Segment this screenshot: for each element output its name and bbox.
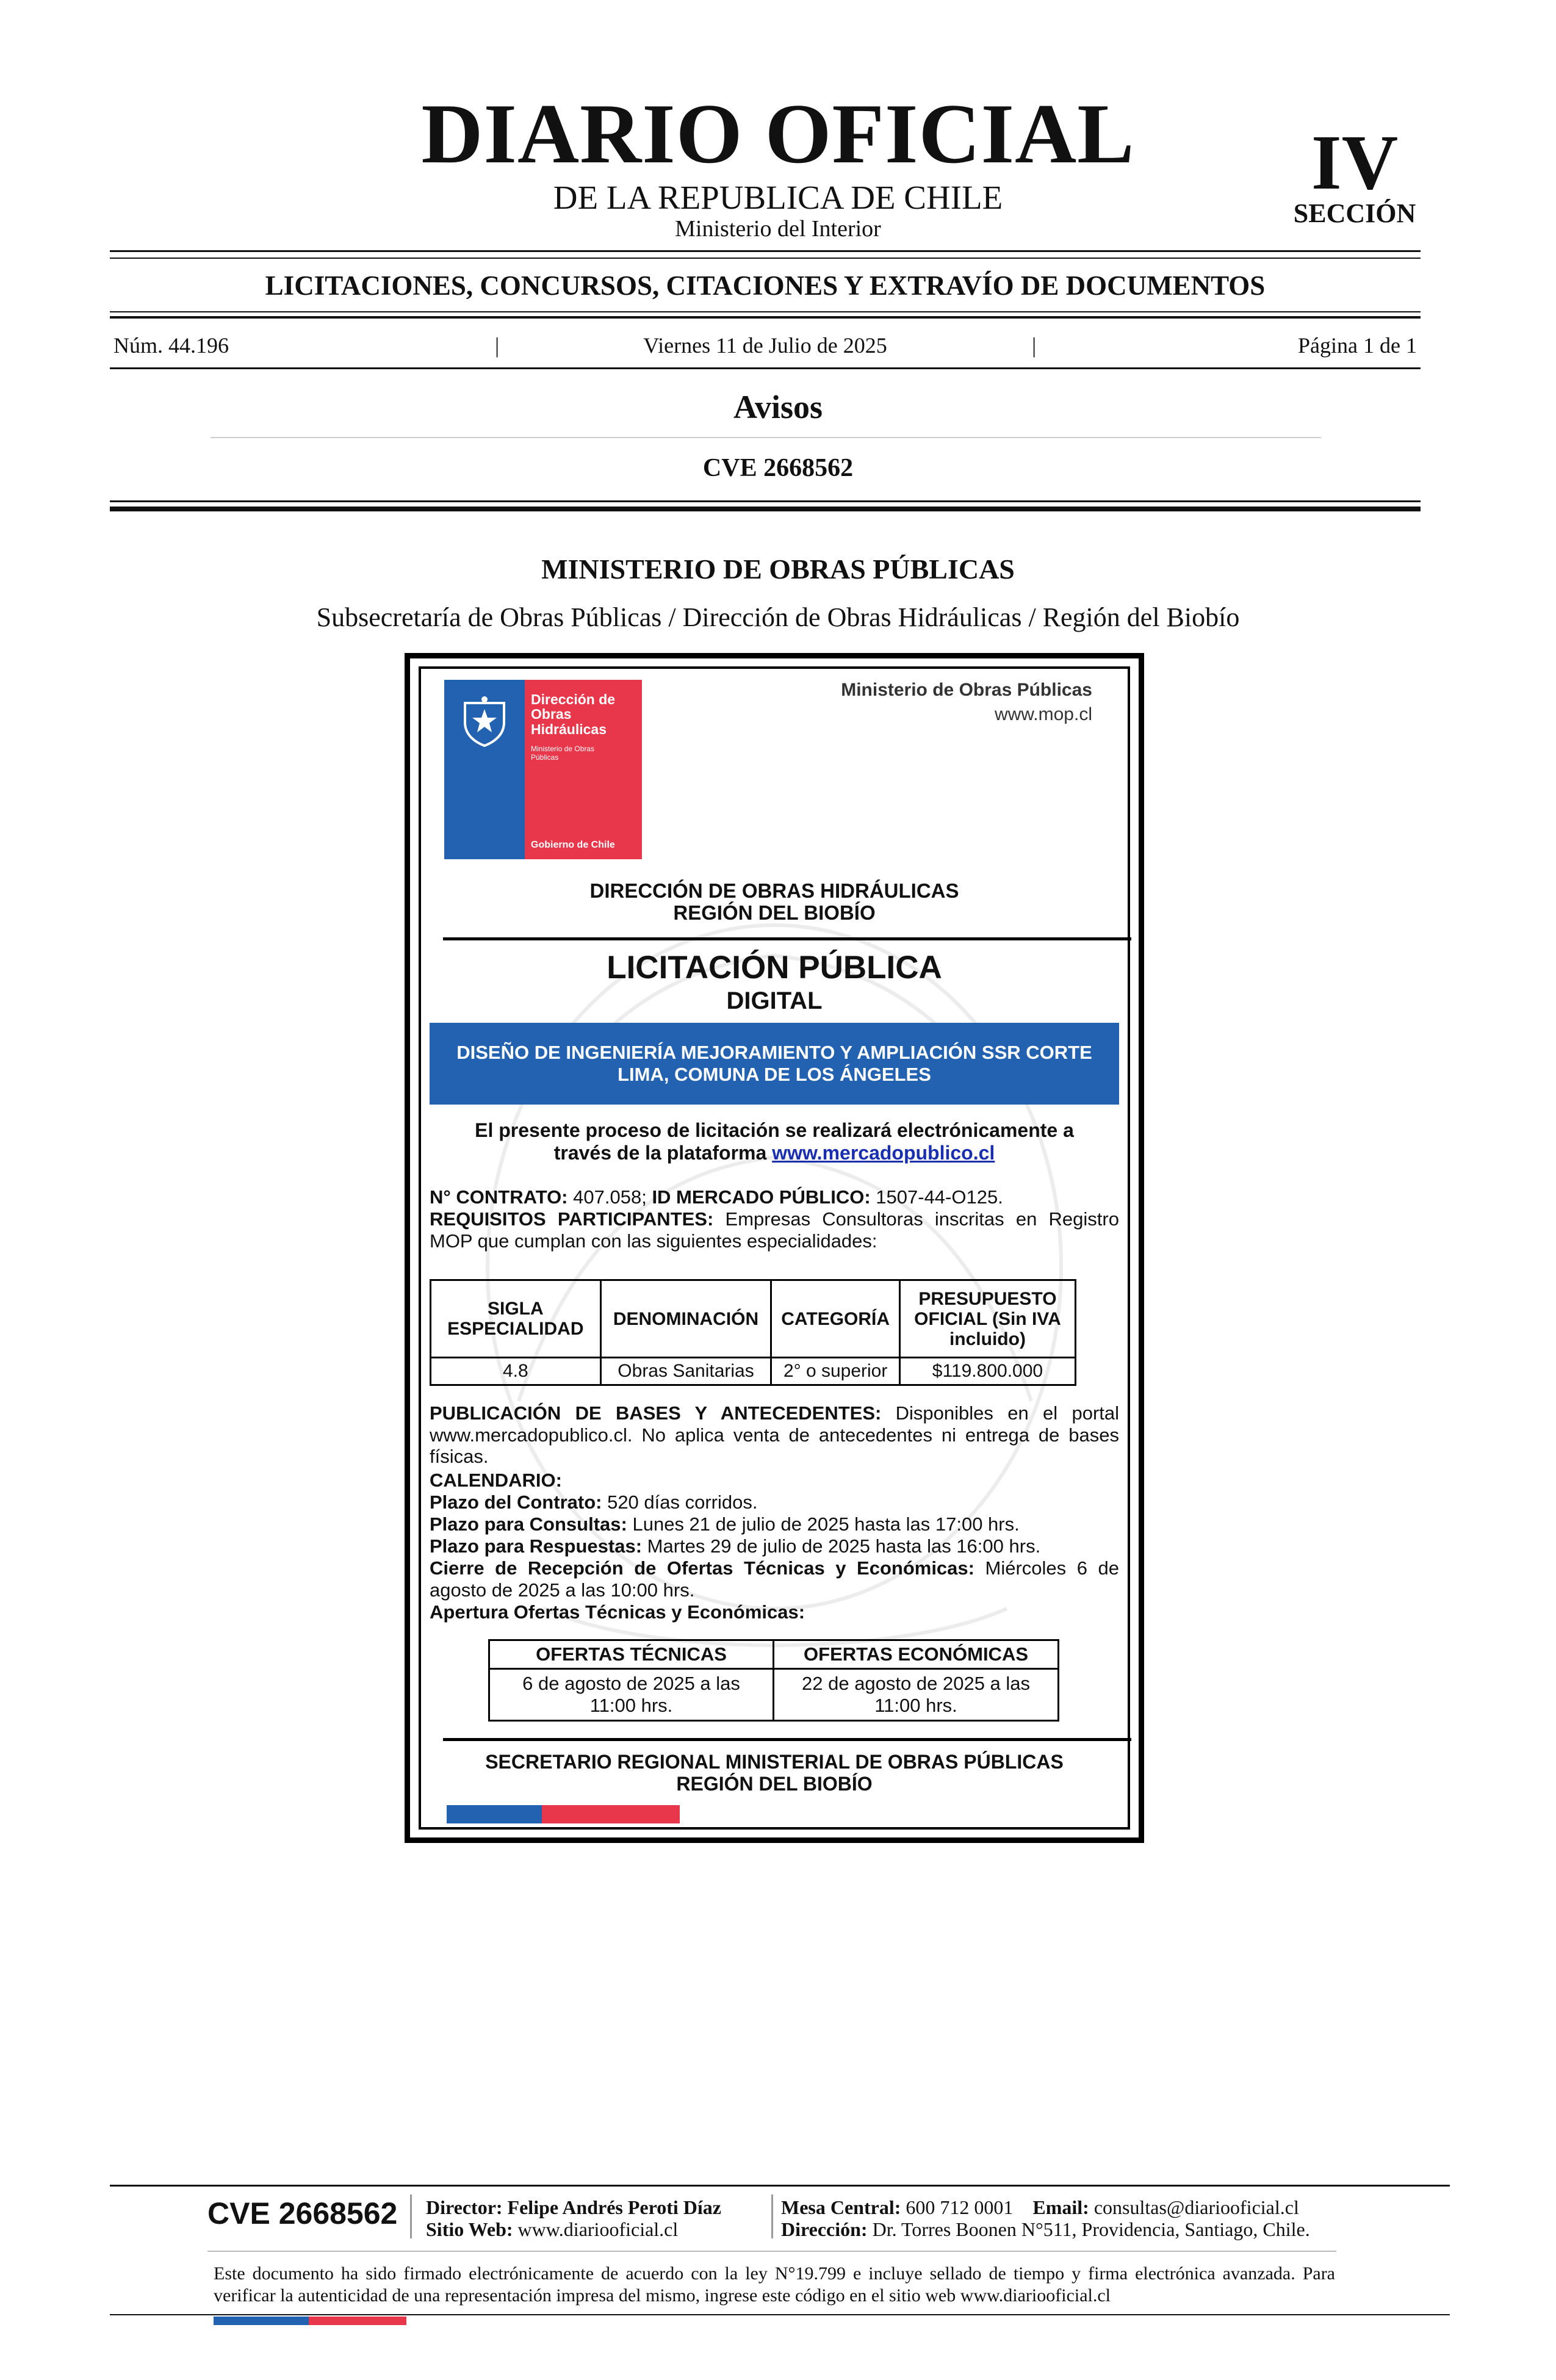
subsecretaria-line: Subsecretaría de Obras Públicas / Dirección de Obras Hidráulicas / Región del Biobío (316, 602, 1240, 632)
masthead-title: DIARIO OFICIAL (421, 87, 1135, 181)
requirements-line (430, 1208, 1119, 1252)
logo-blue-panel (444, 680, 525, 859)
footer-website-link[interactable]: www.diariooficial.cl (517, 2218, 679, 2240)
divider (207, 2251, 1336, 2252)
divider (443, 1738, 1131, 1741)
calendar-opening-label: Apertura Ofertas Técnicas y Económicas: (430, 1601, 805, 1623)
licitacion-subtitle: DIGITAL (726, 987, 823, 1014)
logo-small-line: Públicas (531, 753, 559, 762)
table-header: PRESUPUESTO OFICIAL (Sin IVA incluido) (899, 1280, 1075, 1358)
table-header-row (489, 1640, 1059, 1669)
offers-table (488, 1639, 1059, 1722)
project-banner (430, 1023, 1119, 1105)
electronic-line (421, 1142, 1128, 1164)
masthead-subtitle: DE LA REPUBLICA DE CHILE (553, 179, 1003, 216)
footer-label: Email: (1032, 2196, 1089, 2218)
project-line: LIMA, COMUNA DE LOS ÁNGELES (618, 1064, 931, 1085)
footer-label: Dirección: (781, 2218, 868, 2240)
divider (771, 2194, 773, 2238)
table-row (431, 1358, 1076, 1385)
footer-legal-notice: Este documento ha sido firmado electrónicamente de acuerdo con la ley N°19.799 e incluye sellado de tiempo y firma electrónica avanzada. Para verificar la autenticidad de una representación impresa del mismo, ingrese este código en el sitio web www.diariooficial.cl (214, 2263, 1335, 2306)
calendar-item-label: Cierre de Recepción de Ofertas Técnicas y Económicas: (430, 1557, 974, 1579)
mop-name: Ministerio de Obras Públicas (841, 680, 1092, 700)
signer-title: SECRETARIO REGIONAL MINISTERIAL DE OBRAS PÚBLICAS (485, 1751, 1064, 1773)
table-header: OFERTAS TÉCNICAS (489, 1640, 774, 1669)
divider (110, 250, 1421, 252)
doh-title: DIRECCIÓN DE OBRAS HIDRÁULICAS (589, 879, 959, 902)
id-label: ID MERCADO PÚBLICO: (652, 1186, 871, 1208)
footer-label: Sitio Web: (426, 2218, 513, 2240)
divider (110, 2314, 1450, 2315)
calendar-contract-term (430, 1491, 1119, 1513)
shield-icon (460, 694, 509, 747)
divider (110, 258, 1421, 259)
cve-heading: CVE 2668562 (702, 454, 854, 482)
divider (211, 437, 1321, 438)
table-header-row (431, 1280, 1076, 1358)
calendar-label: CALENDARIO: (430, 1469, 562, 1491)
section-number: IV (1311, 119, 1399, 206)
footer-email-link[interactable]: consultas@diariooficial.cl (1093, 2196, 1299, 2218)
table-cell: 2° o superior (771, 1358, 900, 1385)
table-cell: 22 de agosto de 2025 a las 11:00 hrs. (774, 1669, 1059, 1721)
table-row (489, 1669, 1059, 1721)
calendar-closing (430, 1557, 1119, 1602)
divider (110, 316, 1421, 319)
footer-website (426, 2219, 678, 2240)
publication-label: PUBLICACIÓN DE BASES Y ANTECEDENTES: (430, 1402, 882, 1424)
doh-logo (444, 680, 642, 859)
requirements-label: REQUISITOS PARTICIPANTES: (430, 1208, 714, 1230)
logo-red-panel (525, 680, 642, 859)
footer-label: Mesa Central: (781, 2196, 901, 2218)
issue-separator: | (1032, 333, 1037, 358)
signer-region: REGIÓN DEL BIOBÍO (676, 1773, 873, 1795)
logo-line: Hidráulicas (531, 721, 607, 737)
calendar-item-value: Miércoles 6 de agosto de 2025 a las 10:00 hrs. (430, 1557, 1119, 1601)
divider (410, 2194, 412, 2238)
masthead-ministry: Ministerio del Interior (675, 216, 881, 242)
divider (110, 507, 1421, 511)
flag-stripe-red (542, 1805, 680, 1823)
logo-small-line: Ministerio de Obras (531, 745, 595, 753)
calendar-answers (430, 1535, 1119, 1557)
calendar-questions (430, 1513, 1119, 1535)
issue-date: Viernes 11 de Julio de 2025 (643, 333, 887, 358)
contract-line (430, 1186, 1119, 1208)
requirements-text: Empresas Consultoras inscritas en Registro MOP que cumplan con las siguientes especialidades: (430, 1208, 1119, 1252)
mercadopublico-link[interactable]: www.mercadopublico.cl (772, 1141, 995, 1164)
doh-region: REGIÓN DEL BIOBÍO (673, 901, 876, 924)
contract-value: 407.058; (573, 1186, 647, 1208)
issue-page: Página 1 de 1 (1298, 333, 1417, 358)
logo-footer: Gobierno de Chile (531, 840, 615, 850)
calendar-item-label: Plazo para Respuestas: (430, 1535, 643, 1557)
licitacion-title: LICITACIÓN PÚBLICA (607, 950, 942, 986)
divider (110, 311, 1421, 312)
project-line: DISEÑO DE INGENIERÍA MEJORAMIENTO Y AMPLIACIÓN SSR CORTE (456, 1041, 1092, 1063)
notice (419, 666, 1130, 1830)
calendar-item-value: Martes 29 de julio de 2025 hasta las 16:00 hrs. (647, 1535, 1041, 1557)
specialty-table (430, 1279, 1076, 1386)
logo-small-text (531, 745, 594, 762)
table-cell: Obras Sanitarias (600, 1358, 771, 1385)
flag-stripe-red (309, 2317, 406, 2325)
section-heading: Avisos (733, 389, 823, 425)
section-label: SECCIÓN (1293, 198, 1416, 228)
table-cell: $119.800.000 (899, 1358, 1075, 1385)
footer-cve: CVE 2668562 (207, 2196, 398, 2230)
flag-stripe-blue (214, 2317, 309, 2325)
calendar-item-label: Plazo del Contrato: (430, 1491, 602, 1513)
flag-stripe-blue (447, 1805, 542, 1823)
table-header: DENOMINACIÓN (600, 1280, 771, 1358)
contract-label: N° CONTRATO: (430, 1186, 568, 1208)
issue-separator: | (495, 333, 500, 358)
footer-value: Dr. Torres Boonen N°511, Providencia, Santiago, Chile. (872, 2218, 1310, 2240)
footer-value: Felipe Andrés Peroti Díaz (507, 2196, 721, 2218)
ministry-heading: MINISTERIO DE OBRAS PÚBLICAS (541, 554, 1015, 585)
table-header: SIGLA ESPECIALIDAD (431, 1280, 601, 1358)
table-header: CATEGORÍA (771, 1280, 900, 1358)
calendar-item-value: Lunes 21 de julio de 2025 hasta las 17:00 hrs. (632, 1513, 1020, 1535)
table-header: OFERTAS ECONÓMICAS (774, 1640, 1059, 1669)
divider (110, 500, 1421, 502)
footer-director (426, 2197, 721, 2218)
divider (110, 367, 1421, 369)
publication-line (430, 1402, 1119, 1468)
electronic-text: través de la plataforma (553, 1141, 767, 1164)
category-heading: LICITACIONES, CONCURSOS, CITACIONES Y EXTRAVÍO DE DOCUMENTOS (265, 270, 1266, 301)
divider (443, 937, 1131, 940)
logo-line: Obras (531, 706, 572, 723)
footer-address (781, 2219, 1310, 2240)
footer-label: Director: (426, 2196, 503, 2218)
electronic-process-note (421, 1119, 1128, 1164)
id-value: 1507-44-O125. (876, 1186, 1003, 1208)
footer-value: 600 712 0001 (906, 2196, 1014, 2218)
issue-number: Núm. 44.196 (113, 333, 229, 358)
logo-text (531, 692, 615, 737)
calendar-item-label: Plazo para Consultas: (430, 1513, 627, 1535)
publication-text: Disponibles en el portal www.mercadopublico.cl. No aplica venta de antecedentes ni entrega de bases físicas. (430, 1402, 1120, 1468)
mop-url: www.mop.cl (994, 704, 1092, 724)
divider (110, 2185, 1450, 2187)
calendar-item-value: 520 días corridos. (607, 1491, 758, 1513)
table-cell: 4.8 (431, 1358, 601, 1385)
footer-contact (781, 2197, 1299, 2218)
electronic-line: El presente proceso de licitación se realizará electrónicamente a (475, 1119, 1074, 1141)
table-cell: 6 de agosto de 2025 a las 11:00 hrs. (489, 1669, 774, 1721)
logo-line: Dirección de (531, 691, 616, 707)
